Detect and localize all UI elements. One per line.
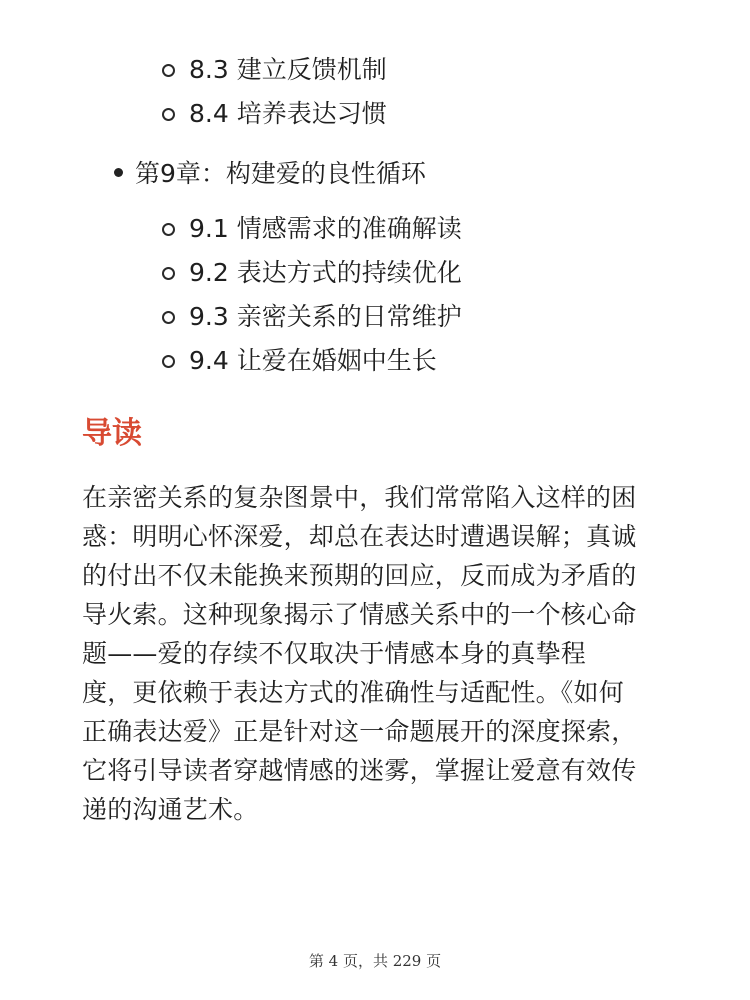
toc-item-label: 8.4 培养表达习惯 [189,99,387,128]
circle-bullet-icon [162,267,175,280]
toc-chapter-title: 第9章：构建爱的良性循环 [135,159,426,188]
section-heading: 导读 [82,416,142,451]
circle-bullet-icon [162,355,175,368]
paragraph-line: 题——爱的存续不仅取决于情感本身的真挚程 [82,639,587,668]
intro-paragraph [82,478,674,829]
toc-item-label: 9.1 情感需求的准确解读 [189,214,462,243]
toc-item-8-3 [162,52,387,88]
paragraph-line: 的付出不仅未能换来预期的回应，反而成为矛盾的 [82,561,637,590]
paragraph-line: 它将引导读者穿越情感的迷雾，掌握让爱意有效传 [82,756,637,785]
circle-bullet-icon [162,64,175,77]
circle-bullet-icon [162,108,175,121]
paragraph-line: 递的沟通艺术。 [82,795,259,824]
paragraph-line: 度，更依赖于表达方式的准确性与适配性。《如何 [82,678,624,707]
page-number: 第 4 页，共 229 页 [308,952,442,970]
toc-item-9-3 [162,299,462,335]
bullet-dot-icon [114,168,123,177]
circle-bullet-icon [162,311,175,324]
circle-bullet-icon [162,223,175,236]
paragraph-line: 导火索。这种现象揭示了情感关系中的一个核心命 [82,600,637,629]
toc-item-9-2 [162,255,462,291]
toc-item-8-4 [162,96,387,132]
paragraph-line: 惑：明明心怀深爱，却总在表达时遭遇误解；真诚 [82,522,637,551]
toc-item-label: 9.2 表达方式的持续优化 [189,258,462,287]
paragraph-line: 正确表达爱》正是针对这一命题展开的深度探索， [82,717,637,746]
toc-chapter-9 [114,154,426,190]
toc-item-label: 9.3 亲密关系的日常维护 [189,302,462,331]
toc-item-9-4 [162,343,437,379]
toc-item-label: 9.4 让爱在婚姻中生长 [189,346,437,375]
toc-item-9-1 [162,211,462,247]
paragraph-line: 在亲密关系的复杂图景中，我们常常陷入这样的困 [82,483,637,512]
toc-item-label: 8.3 建立反馈机制 [189,55,387,84]
